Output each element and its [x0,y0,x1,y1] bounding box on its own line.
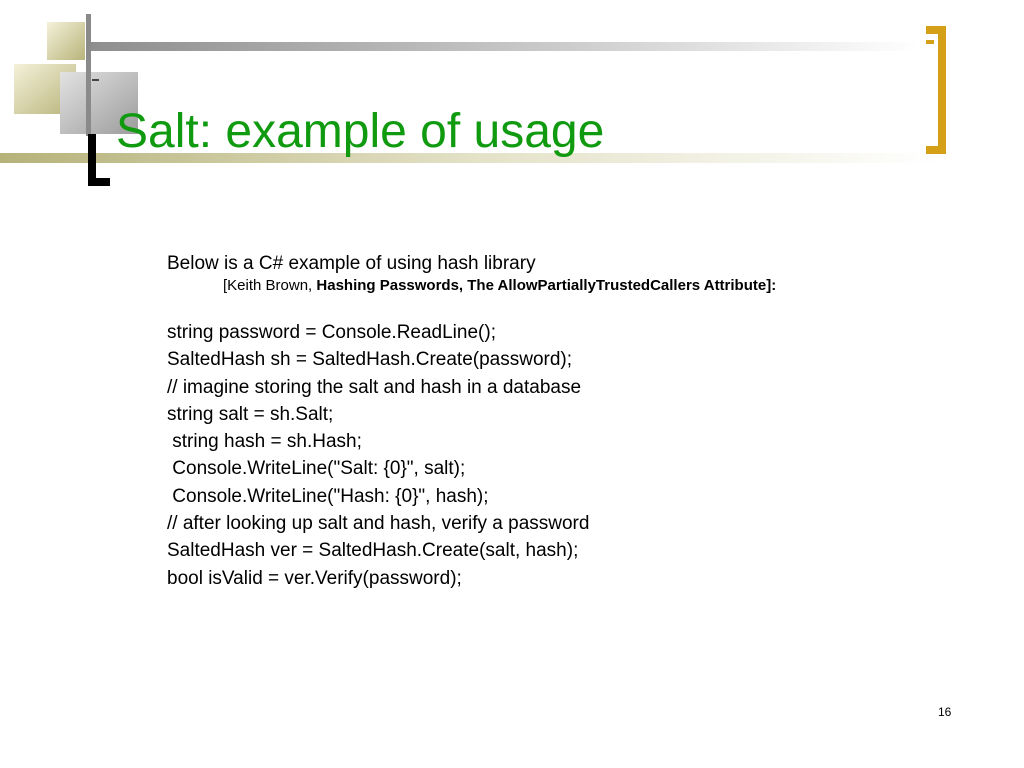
code-line: SaltedHash ver = SaltedHash.Create(salt, hash); [167,540,579,562]
code-line: SaltedHash sh = SaltedHash.Create(password); [167,349,573,371]
code-line: Console.WriteLine("Salt: {0}", salt); [167,458,466,480]
code-line: string password = Console.ReadLine(); [167,322,496,343]
code-line: // imagine storing the salt and hash in a database [167,376,582,398]
citation-prefix: [Keith Brown, [223,277,317,294]
page-number: 16 [938,705,952,719]
olive-square-top [47,22,85,60]
intro-text: Below is a C# example of using hash library [167,253,536,274]
citation-title: Hashing Passwords, The AllowPartiallyTrustedCallers Attribute]: [316,277,777,294]
slide-title: Salt: example of usage [116,105,605,158]
code-line: string salt = sh.Salt; [167,403,334,425]
code-line: bool isValid = ver.Verify(password); [167,567,462,589]
citation [223,276,967,296]
code-line: Console.WriteLine("Hash: {0}", hash); [167,485,489,507]
code-block [167,319,967,592]
gold-tab [926,40,934,44]
gray-vertical-line [86,14,91,136]
code-line: string hash = sh.Hash; [167,431,362,453]
slide-body [167,251,967,592]
code-line: // after looking up salt and hash, verify a password [167,513,590,535]
gold-bracket [926,26,946,154]
small-dash [92,79,99,81]
top-gray-bar [90,42,920,51]
